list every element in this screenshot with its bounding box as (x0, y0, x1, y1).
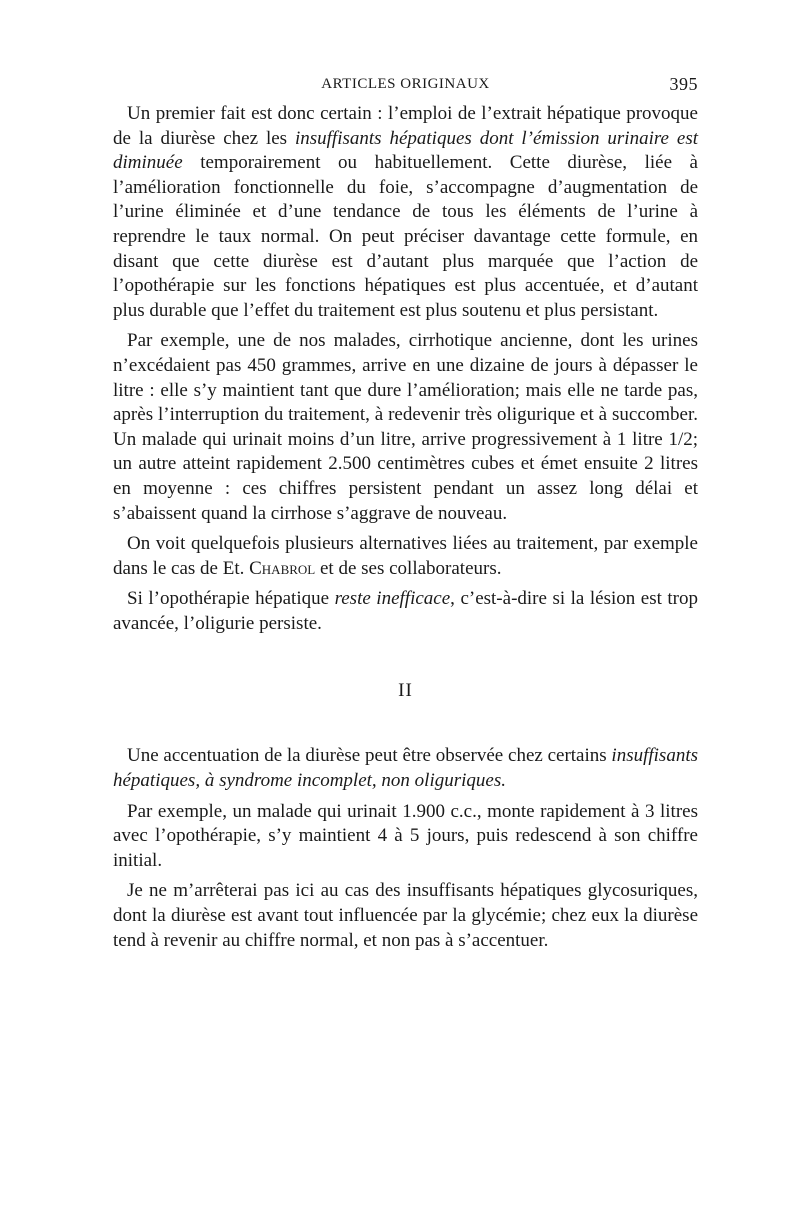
emphasis-text: reste inefficace (334, 588, 451, 610)
paragraph-3: On voit quelquefois plusieurs alternatives liées au traitement, par exemple dans le cas de Et. Chabrol et de ses collaborateurs. (113, 533, 698, 579)
paragraph-4: Si l’opothérapie hépatique reste inefficace, c’est-à-dire si la lésion est trop avancée, l’oligurie persiste. (113, 588, 699, 634)
section-heading: II (398, 680, 413, 702)
page-number: 395 (669, 74, 698, 94)
emphasis-text: insuffisants hépatiques, à syndrome incomplet, non oliguriques. (113, 745, 698, 792)
emphasis-text: insuffisants hépatiques dont l’émission urinaire est diminuée (113, 127, 698, 174)
paragraph-5: Une accentuation de la diurèse peut être observée chez certains insuffisants hépatiques, à syndrome incomplet, non oliguriques. (113, 745, 698, 792)
paragraph-2: Par exemple, une de nos malades, cirrhotique ancienne, dont les urines n’excédaient pas 450 grammes, arrive en une dizaine de jours à dépasser le litre : elle s’y maintient tant que dure l’amélioration; mais elle ne tarde pas, après l’interruption du traitement, à redevenir très oligurique et à succomber. Un malade qui urinait moins d’un litre, arrive progressivement à 1 litre 1/2; un autre atteint rapidement 2.500 centimètres cubes et émet ensuite 2 litres en moyenne : ces chiffres persistent pendant un assez long délai et s’abaissent quand la cirrhose s’aggrave de nouveau. (113, 330, 698, 524)
paragraph-1: Un premier fait est donc certain : l’emploi de l’extrait hépatique provoque de la diurèse chez les insuffisants hépatiques dont l’émission urinaire est diminuée temporairement ou habituellement. Cette diurèse, liée à l’amélioration fonctionnelle du foie, s’accompagne d’augmentation de l’urine éliminée et d’une tendance de tous les éléments de l’urine à reprendre le taux normal. On peut préciser davantage cette formule, en disant que cette diurèse est d’autant plus marquée que l’action de l’opothérapie sur les fonctions hépatiques est plus accentuée, et d’autant plus durable que l’effet du traitement est plus soutenu et plus persistant. (113, 103, 698, 321)
author-name: Chabrol (249, 557, 316, 579)
paragraph-7: Je ne m’arrêterai pas ici au cas des insuffisants hépatiques glycosuriques, dont la diurèse est avant tout influencée par la glycémie; chez eux la diurèse tend à revenir au chiffre normal, et non pas à s’accentuer. (113, 880, 698, 951)
paragraph-6: Par exemple, un malade qui urinait 1.900 c.c., monte rapidement à 3 litres avec l’opothérapie, s’y maintient 4 à 5 jours, puis redescend à son chiffre initial. (113, 800, 698, 871)
running-head (113, 76, 698, 102)
book-page (113, 76, 698, 953)
running-title: ARTICLES ORIGINAUX (321, 76, 490, 92)
